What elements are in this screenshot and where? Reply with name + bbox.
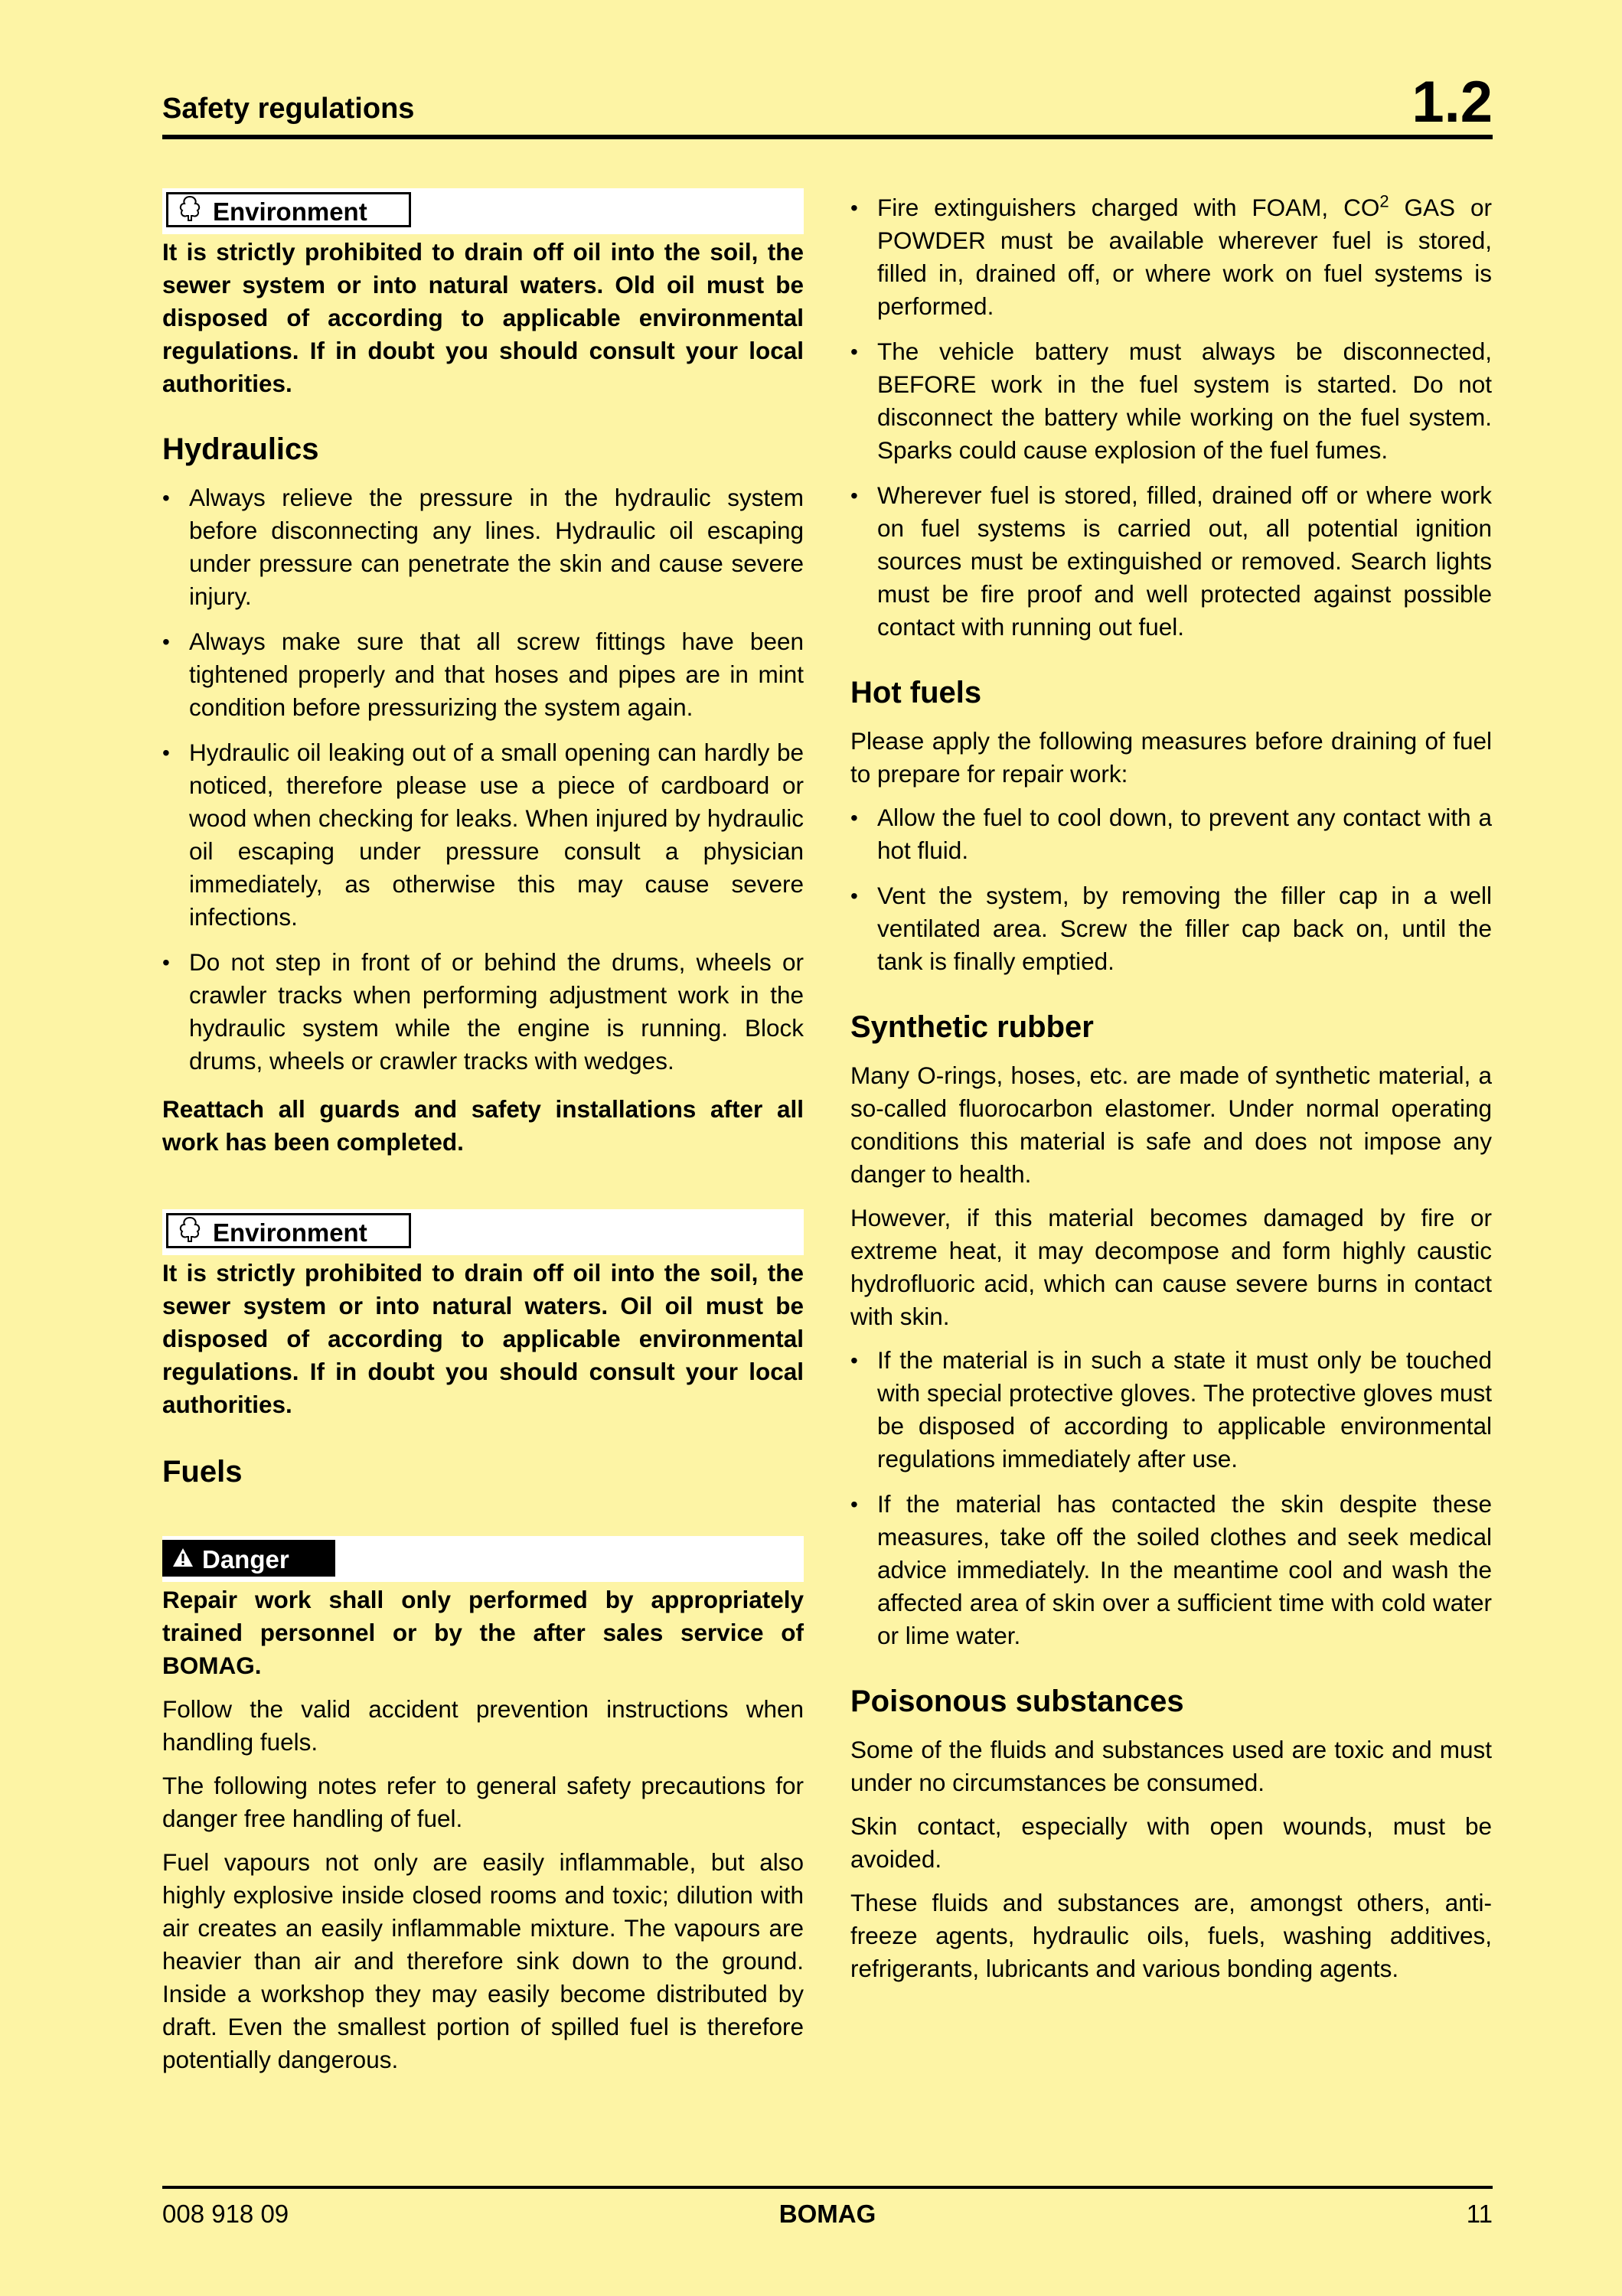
list-item: • If the material is in such a state it must only be touched with special protective gloves. The protective gloves must be disposed of according to applicable environmental regulations immediately after use.: [850, 1346, 1492, 1473]
fuel-safety-list: [850, 191, 1492, 644]
tree-icon: [176, 1215, 207, 1250]
environment-text-1: It is strictly prohibited to drain off oil into the soil, the sewer system or into natural waters. Old oil must be disposed of according to applicable environmental regulations. If in doubt you should consult your local authorities.: [162, 238, 804, 397]
heading-fuels: Fuels: [162, 1455, 243, 1489]
page-header: [162, 61, 1493, 139]
page-number: 11: [1466, 2200, 1493, 2228]
environment-text-2: It is strictly prohibited to drain off oil into the soil, the sewer system or into natural waters. Oil oil must be disposed of according to applicable environmental regulations. If in doubt you should consult your local authorities.: [162, 1259, 804, 1418]
list-item: • If the material has contacted the skin despite these measures, take off the soiled clothes and seek medical advice immediately. In the meantime cool and wash the affected area of skin over a sufficient time with cold water or lime water.: [850, 1490, 1492, 1649]
list-item: • Always make sure that all screw fittings have been tightened properly and that hoses and pipes are in mint condition before pressurizing the system again.: [162, 628, 804, 721]
danger-label-box: [162, 1540, 335, 1577]
hydraulics-closing: Reattach all guards and safety installations after all work has been completed.: [162, 1095, 804, 1156]
list-item: • Hydraulic oil leaking out of a small opening can hardly be noticed, therefore please use a piece of cardboard or wood when checking for leaks. When injured by hydraulic oil escaping under pressure consult a physician immediately, as otherwise this may cause severe infections.: [162, 739, 804, 931]
list-item: • Vent the system, by removing the filler cap in a well ventilated area. Screw the filler cap back on, until the tank is finally emptied.: [850, 882, 1492, 975]
warning-icon: [171, 1541, 197, 1578]
heading-hot-fuels: Hot fuels: [850, 676, 982, 709]
left-column: [162, 188, 804, 2087]
synthetic-rubber-paragraph-2: However, if this material becomes damaged by fire or extreme heat, it may decompose and form highly caustic hydrofluoric acid, which can cause severe burns in contact with skin.: [850, 1204, 1492, 1330]
synthetic-rubber-paragraph-1: Many O-rings, hoses, etc. are made of synthetic material, a so-called fluorocarbon elastomer. Under normal operating conditions this material is safe and does not impose any danger to health.: [850, 1062, 1492, 1188]
environment-label-box: [166, 192, 411, 227]
list-item: • Allow the fuel to cool down, to prevent any contact with a hot fluid.: [850, 804, 1492, 864]
right-column: [850, 191, 1492, 1996]
list-item: • Wherever fuel is stored, filled, drained off or where work on fuel systems is carried out, all potential ignition sources must be extinguished or removed. Search lights must be fire proof and well protected against possible contact with running out fuel.: [850, 481, 1492, 641]
brand-name: BOMAG: [778, 2200, 876, 2228]
danger-label: Danger: [202, 1545, 289, 1574]
synthetic-rubber-list: [850, 1344, 1492, 1652]
environment-label: Environment: [213, 197, 367, 226]
environment-label-box: [166, 1213, 411, 1248]
hydraulics-list: [162, 481, 804, 1078]
tree-icon: [176, 194, 207, 229]
poisonous-paragraph-3: These fluids and substances are, amongst others, anti-freeze agents, hydraulic oils, fuels, washing additives, refrigerants, lubricants and various bonding agents.: [850, 1889, 1492, 1982]
danger-text: Repair work shall only performed by appropriately trained personnel or by the after sales service of BOMAG.: [162, 1586, 804, 1679]
hot-fuels-list: [850, 801, 1492, 978]
danger-notice: [162, 1536, 804, 1582]
environment-label: Environment: [213, 1218, 367, 1247]
poisonous-paragraph-2: Skin contact, especially with open wounds, must be avoided.: [850, 1812, 1492, 1873]
environment-notice-2: [162, 1209, 804, 1255]
environment-notice-1: [162, 188, 804, 234]
heading-synthetic-rubber: Synthetic rubber: [850, 1010, 1094, 1044]
heading-hydraulics: Hydraulics: [162, 432, 319, 466]
page-footer: [162, 2186, 1493, 2244]
document-number: 008 918 09: [162, 2200, 289, 2228]
list-item: • Always relieve the pressure in the hydraulic system before disconnecting any lines. Hydraulic oil escaping under pressure can penetrate the skin and cause severe injury.: [162, 484, 804, 610]
list-item: • The vehicle battery must always be disconnected, BEFORE work in the fuel system is started. Do not disconnect the battery while working on the fuel system. Sparks could cause explosion of the fuel fumes.: [850, 338, 1492, 464]
heading-poisonous-substances: Poisonous substances: [850, 1684, 1184, 1718]
superscript-2: 2: [1379, 191, 1389, 211]
list-item: • Fire extinguishers charged with FOAM, $CO^2$ GAS or POWDER must be available wherever fuel is stored, filled in, drained off, or where work on fuel systems is performed.: [850, 191, 1492, 320]
section-number: 1.2: [1411, 70, 1493, 135]
poisonous-paragraph-1: Some of the fluids and substances used are toxic and must under no circumstances be consumed.: [850, 1736, 1492, 1796]
list-item: • Do not step in front of or behind the drums, wheels or crawler tracks when performing adjustment work in the hydraulic system while the engine is running. Block drums, wheels or crawler tracks with wedges.: [162, 948, 804, 1075]
hot-fuels-intro: Please apply the following measures before draining of fuel to prepare for repair work:: [850, 727, 1492, 788]
page-title: Safety regulations: [162, 93, 415, 125]
fuels-paragraph-3: Fuel vapours not only are easily inflammable, but also highly explosive inside closed rooms and toxic; dilution with air creates an easily inflammable mixture. The vapours are heavier than air and therefore sink down to the ground. Inside a workshop they may easily become distributed by draft. Even the smallest portion of spilled fuel is therefore potentially dangerous.: [162, 1848, 804, 2073]
fuels-paragraph-2: The following notes refer to general safety precautions for danger free handling of fuel.: [162, 1772, 804, 1832]
fuels-paragraph-1: Follow the valid accident prevention instructions when handling fuels.: [162, 1695, 804, 1756]
